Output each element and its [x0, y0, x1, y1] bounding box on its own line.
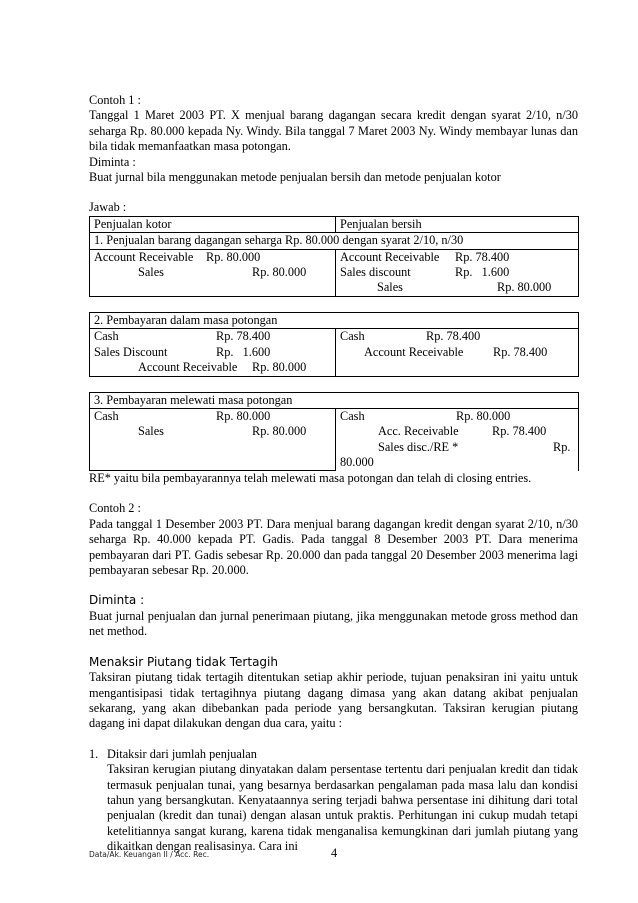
contoh2-diminta-label: Diminta : — [89, 593, 145, 608]
journal-amount: Rp. 78.400 — [455, 249, 510, 264]
journal-account: Sales discount — [340, 265, 411, 280]
journal-amount: Rp. 80.000 — [252, 360, 307, 375]
journal-account: Account Receivable — [364, 344, 464, 359]
list-item-text: Taksiran kerugian piutang dinyatakan dalam persentase tertentu dari penjualan kredit dan tidak termasuk penjualan tunai, yang besarnya berdasarkan pengalaman pada masa lalu dan kondisi tahun yang bersangkutan. Kenyataannya sering terjadi bahwa persentase ini dihitung dari total penjualan (kredit dan tunai) dengan alasan untuk praktis. Perhitungan ini cukup mudah tetapi ketelitiannya sangat kurang, karena tidak menganalisa kemungkinan dari jumlah piutang yang dikaitkan dengan realisasinya. Cara ini — [107, 762, 578, 854]
journal-account: Cash — [94, 329, 119, 344]
journal-table-2 — [89, 312, 579, 377]
journal-amount: Rp. 1.600 — [455, 265, 510, 280]
contoh1-diminta-text: Buat jurnal bila menggunakan metode penjualan bersih dan metode penjualan kotor — [89, 170, 501, 185]
journal-account: Cash — [340, 408, 365, 423]
journal-amount: Rp. 80.000 — [216, 408, 271, 423]
journal-amount: Rp. 80.000 — [252, 265, 307, 280]
table2-right-cell — [336, 329, 579, 376]
table1-right-cell — [336, 249, 579, 296]
journal-account: Sales — [377, 280, 403, 295]
journal-account: Acc. Receivable — [378, 424, 459, 439]
list-number: 1. — [89, 746, 99, 761]
contoh1-title: Contoh 1 : — [89, 93, 141, 107]
journal-amount: Rp. 78.400 — [493, 344, 548, 359]
journal-account: Sales Discount — [94, 344, 168, 359]
page-content — [89, 93, 578, 855]
footer-source: Data/Ak. Keuangan II / Acc. Rec. — [89, 850, 210, 859]
journal-amount: Rp. 78.400 — [492, 424, 547, 439]
menaksir-text: Taksiran piutang tidak tertagih ditentukan setiap akhir periode, tujuan penaksiran ini yaitu untuk mengantisipasi tidak tertagihnya piutang dagang dimasa yang akan datang akibat penjualan sekarang, yang akan dibebankan pada periode yang bersangkutan. Taksiran kerugian piutang dagang ini dapat dilakukan dengan dua cara, yaitu : — [89, 670, 578, 731]
contoh2-text: Pada tanggal 1 Desember 2003 PT. Dara menjual barang dagangan kredit dengan syarat 2/10, n/30 seharga Rp. 40.000 kepada PT. Gadis. Pada tanggal 8 Desember 2003 PT. Dara menerima pembayaran dari PT. Gadis sebesar Rp. 20.000 dan pada tanggal 20 Desember 2003 menerima lagi pembayaran sebesar Rp. 20.000. — [89, 516, 578, 578]
table3-section: 3. Pembayaran melewati masa potongan — [90, 392, 579, 408]
journal-account: Account Receivable — [340, 249, 440, 264]
table3-left-cell — [90, 408, 336, 470]
list-item-title: Ditaksir dari jumlah penjualan — [107, 746, 257, 761]
journal-amount: Rp. 78.400 — [426, 329, 481, 344]
table2-left-cell — [90, 329, 336, 376]
table1-section: 1. Penjualan barang dagangan seharga Rp. 80.000 dengan syarat 2/10, n/30 — [90, 233, 579, 249]
journal-table-3 — [89, 392, 579, 472]
journal-account: Account Receivable — [94, 249, 194, 264]
jawab-label: Jawab : — [89, 200, 127, 215]
journal-amount: Rp. 80.000 — [206, 249, 261, 264]
table1-head-right: Penjualan bersih — [336, 216, 579, 232]
contoh2-title: Contoh 2 : — [89, 501, 141, 516]
journal-amount: Rp. 80.000 — [252, 424, 307, 439]
journal-amount: Rp. 1.600 — [216, 344, 271, 359]
table3-right-cell — [336, 408, 579, 470]
journal-account: Sales — [138, 424, 164, 439]
journal-amount: Rp. — [553, 439, 571, 454]
table1-head-left: Penjualan kotor — [90, 216, 336, 232]
journal-amount: Rp. 80.000 — [456, 408, 511, 423]
menaksir-heading: Menaksir Piutang tidak Tertagih — [89, 654, 278, 669]
journal-account: Sales disc./RE * — [378, 439, 459, 454]
table1-left-cell — [90, 249, 336, 296]
list-item — [89, 747, 578, 855]
page-number: 4 — [331, 846, 338, 860]
re-note: RE* yaitu bila pembayarannya telah melewati masa potongan dan telah di closing entries. — [89, 471, 532, 486]
contoh2-diminta-text: Buat jurnal penjualan dan jurnal penerimaan piutang, jika menggunakan metode gross method dan net method. — [89, 608, 578, 639]
journal-amount: Rp. 80.000 — [497, 280, 552, 295]
journal-amount: Rp. 78.400 — [216, 329, 271, 344]
journal-account: Account Receivable — [138, 360, 238, 375]
journal-account: Sales — [138, 265, 164, 280]
contoh1-text: Tanggal 1 Maret 2003 PT. X menjual barang dagangan secara kredit dengan syarat 2/10, n/30 seharga Rp. 80.000 kepada Ny. Windy. Bila tanggal 7 Maret 2003 Ny. Windy membayar lunas dan bila tidak memanfaatkan masa potongan. — [89, 108, 578, 154]
journal-amount: 80.000 — [340, 455, 374, 470]
table2-section: 2. Pembayaran dalam masa potongan — [90, 312, 579, 328]
contoh1-diminta-label: Diminta : — [89, 154, 136, 169]
journal-account: Cash — [340, 329, 365, 344]
journal-table-1 — [89, 216, 579, 297]
journal-account: Cash — [94, 408, 119, 423]
